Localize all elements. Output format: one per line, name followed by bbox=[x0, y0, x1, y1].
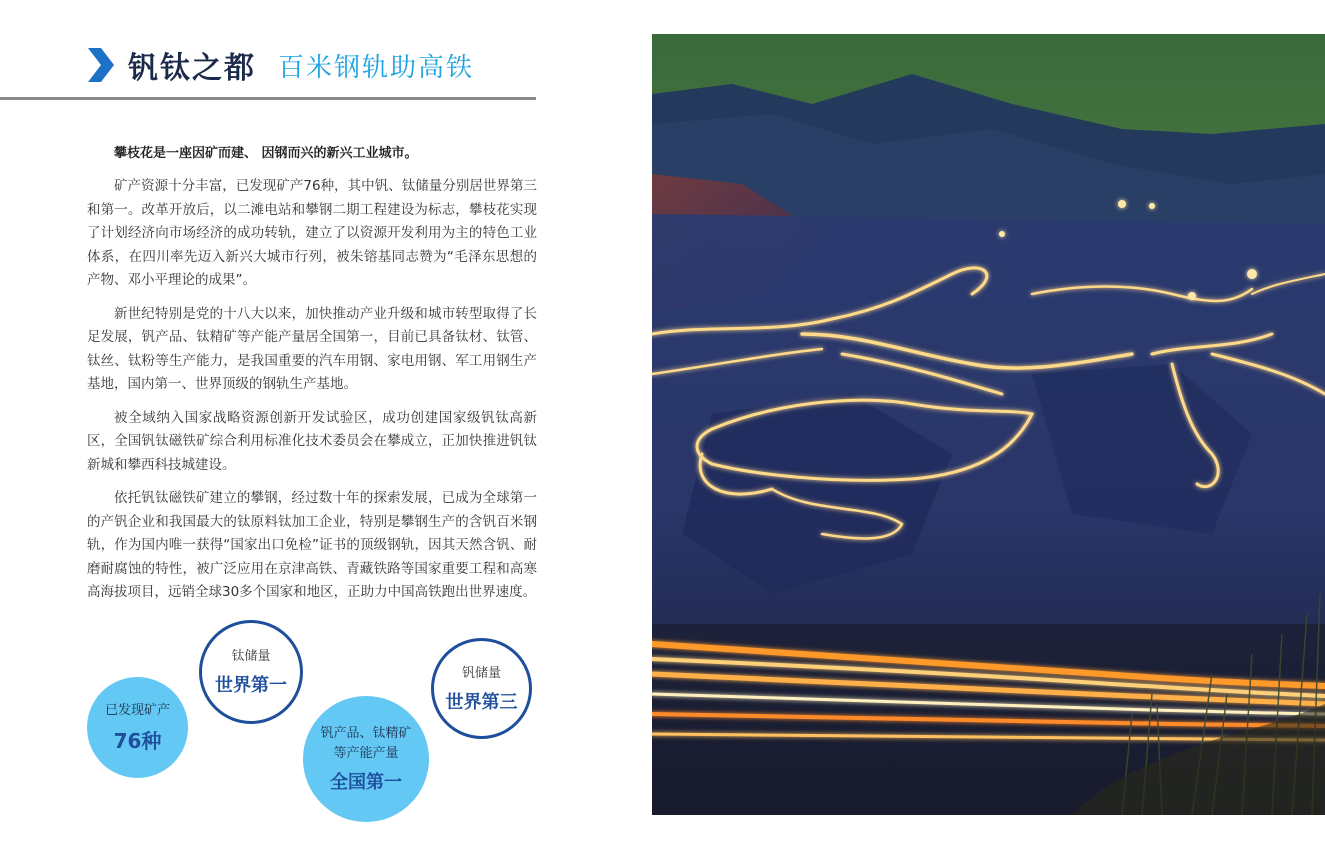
stat-value: 全国第一 bbox=[330, 772, 402, 793]
paragraph: 依托钒钛磁铁矿建立的攀钢，经过数十年的探索发展，已成为全球第一的产钒企业和我国最大的钛原料钛加工企业，特别是攀钢生产的含钒百米钢轨，作为国内唯一获得“国家出口免检”证书的顶级钢轨，因其天然含钒、耐磨耐腐蚀的特性，被广泛应用在京津高铁、青藏铁路等国家重要工程和高寒高海拔项目，远销全球30多个国家和地区，正助力中国高铁跑出世界速度。 bbox=[87, 490, 537, 600]
paragraph: 矿产资源十分丰富，已发现矿产76种，其中钒、钛储量分别居世界第三和第一。改革开放后，以二滩电站和攀钢二期工程建设为标志，攀枝花实现了计划经济向市场经济的成功转轨，建立了以资源开发利用为主的特色工业体系，在四川率先迈入新兴大城市行列，被朱镕基同志赞为“毛泽东思想的产物、邓小平理论的成果”。 bbox=[87, 178, 537, 288]
chevron-right-icon bbox=[88, 48, 114, 82]
section-header bbox=[88, 40, 474, 90]
stat-bubble-minerals bbox=[87, 677, 188, 778]
stat-bubble-vanadium bbox=[431, 638, 532, 739]
stat-bubble-capacity bbox=[303, 696, 429, 822]
paragraph: 被全域纳入国家战略资源创新开发试验区，成功创建国家级钒钛高新区，全国钒钛磁铁矿综合利用标准化技术委员会在攀成立，正加快推进钒钛新城和攀西科技城建设。 bbox=[87, 409, 537, 473]
lead-sentence: 攀枝花是一座因矿而建、 因钢而兴的新兴工业城市。 bbox=[114, 146, 418, 161]
stat-value: 世界第三 bbox=[445, 691, 518, 713]
body-text bbox=[87, 175, 537, 615]
header-divider bbox=[0, 97, 536, 100]
mine-night-photo bbox=[652, 34, 1325, 815]
stat-bubble-titanium bbox=[199, 620, 303, 724]
page-title: 钒钛之都 bbox=[128, 51, 256, 86]
mine-illustration bbox=[652, 34, 1325, 815]
page-subtitle: 百米钢轨助高铁 bbox=[278, 52, 475, 83]
paragraph: 新世纪特别是党的十八大以来，加快推动产业升级和城市转型取得了长足发展，钒产品、钛精矿等产能产量居全国第一，目前已具备钛材、钛管、钛丝、钛粉等生产能力，是我国重要的汽车用钢、家电用钢、军工用钢生产基地，国内第一、世界顶级的钢轨生产基地。 bbox=[87, 305, 537, 392]
stat-value: 世界第一 bbox=[215, 675, 287, 696]
stat-value: 76种 bbox=[113, 729, 162, 753]
stat-label: 钒产品、钛精矿 等产能产量 bbox=[320, 726, 412, 761]
stat-label: 已发现矿产 bbox=[104, 703, 170, 718]
stat-label: 钛储量 bbox=[231, 649, 271, 664]
stat-label: 钒储量 bbox=[461, 665, 501, 681]
